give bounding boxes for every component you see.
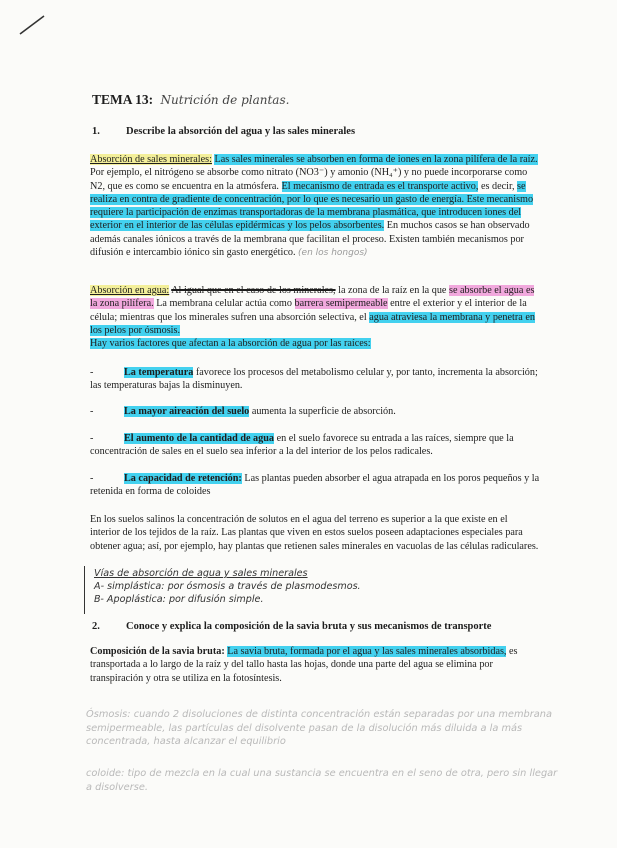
hand-note-2: A- simplástica: por ósmosis a través de plasmodesmos. [94, 581, 361, 592]
handwritten-title: Nutrición de plantas. [160, 93, 290, 107]
pen-stroke-mark [18, 12, 48, 36]
heading-savia-bruta: Composición de la savia bruta: [90, 646, 225, 657]
bullet-dash: - [90, 406, 94, 417]
bullet-retencion [90, 472, 545, 499]
bullet-dash: - [90, 473, 94, 484]
question-1-number: 1. [92, 126, 100, 137]
paragraph-agua [90, 284, 540, 350]
text-5: La membrana celular actúa como [153, 298, 295, 310]
text-7: es transportada a lo largo de la raíz y del tallo hasta las hojas, donde una parte del agua se elimina por transpiración y otra se utiliza en la fotosíntesis. [90, 646, 518, 684]
handwritten-bracket [84, 566, 91, 614]
paragraph-sales-minerales [90, 153, 540, 260]
bullet-1-text: favorece los procesos del metabolismo celular y, por tanto, incrementa la absorción; las temperaturas bajas la disminuyen. [90, 367, 538, 392]
question-2 [92, 621, 491, 632]
bullet-3-title: El aumento de la cantidad de agua [124, 433, 275, 444]
bullet-2-title: La mayor aireación del suelo [124, 406, 250, 417]
heading-absorcion-sales: Absorción de sales minerales: [90, 154, 212, 165]
question-1 [92, 126, 355, 137]
highlight-pink-2: barrera semipermeable [294, 298, 388, 310]
highlight-6: La savia bruta, formada por el agua y las sales minerales absorbidas, [227, 646, 507, 657]
paragraph-suelos-salinos [90, 513, 540, 553]
handwritten-annotation: (en los hongos) [298, 248, 368, 259]
paragraph-savia [90, 645, 540, 685]
bullet-2-text: aumenta la superficie de absorción. [249, 406, 396, 417]
faint-note-coloide: coloide: tipo de mezcla en la cual una sustancia se encuentra en el seno de otra, pero sin llegar a disolverse. [86, 768, 558, 793]
struck-text: Al igual que en el caso de los minerales, [171, 285, 336, 296]
bullet-4-title: La capacidad de retención: [124, 473, 242, 484]
text-6: entre el exterior y el interior de la célula; mientras que los minerales sufren una absorción selectiva, el [90, 298, 527, 323]
title-separator: : [148, 92, 154, 107]
highlight-4: agua atraviesa la membrana y penetra en los pelos por ósmosis. [90, 311, 535, 336]
title-label: TEMA 13 [92, 92, 149, 107]
bullet-3-text: en el suelo favorece su entrada a las raíces, siempre que la concentración de sales en el suelo sea inferior a la del interior de los pelos radicales. [90, 433, 514, 458]
highlight-1: Las sales minerales se absorben en forma de iones en la zona pilífera de la raíz. [214, 154, 538, 165]
bullet-4-text: Las plantas pueden absorber el agua atrapada en los poros pequeños y la retenida en forma de coloides [90, 473, 540, 498]
highlight-5: Hay varios factores que afectan a la absorción de agua por las raíces: [90, 338, 371, 350]
faint-handwritten-osmosis [86, 708, 566, 749]
bullet-cantidad-agua [90, 432, 545, 459]
text-3: En muchos casos se han observado además canales iónicos a través de la membrana que facilitan el proceso. Existen también mecanismos por difusión e intercambio iónico sin gasto energético. [90, 220, 530, 259]
text-1: Por ejemplo, el nitrógeno se absorbe como nitrato (NO3⁻) y amonio (NH₄⁺) y no puede incorporarse como N2, que es como se encuentra en la atmósfera. [90, 167, 528, 192]
suelos-salinos-text: En los suelos salinos la concentración de solutos en el agua del terreno es superior a la que existe en el interior de los tejidos de la raíz. Las plantas que viven en estos suelos poseen adaptaciones especiales para obtener agua; así, por ejemplo, hay plantas que retienen sales minerales en vacuolas de las células radiculares. [90, 514, 539, 552]
question-2-text: Conoce y explica la composición de la savia bruta y sus mecanismos de transporte [126, 621, 492, 632]
bullet-dash: - [90, 367, 94, 378]
bullet-dash: - [90, 433, 94, 444]
highlight-2: El mecanismo de entrada es el transporte activo, [281, 180, 479, 192]
question-1-text: Describe la absorción del agua y las sales minerales [126, 126, 356, 137]
text-4: la zona de la raíz en la que [335, 285, 449, 296]
hand-note-3: B- Apoplástica: por difusión simple. [94, 594, 264, 605]
bullet-aireacion [90, 405, 545, 418]
question-2-number: 2. [92, 621, 100, 632]
handwritten-notes [94, 567, 544, 606]
heading-absorcion-agua: Absorción en agua: [90, 285, 170, 296]
highlight-pink-1: se absorbe el agua es la zona pilífera. [90, 285, 535, 310]
hand-note-1: Vías de absorción de agua y sales minerales [94, 568, 308, 579]
page-title [92, 92, 289, 108]
highlight-3: se realiza en contra de gradiente de concentración, por lo que es necesario un gasto de energía. Este mecanismo requiere la participación de enzimas transportadoras de la membrana plasmática, que introducen iones del exterior en el interior de las células epidérmicas y los pelos absorbentes. [90, 180, 534, 232]
text-2: es decir, [478, 180, 518, 192]
bullet-1-title: La temperatura [124, 367, 194, 378]
faint-handwritten-coloide [86, 767, 566, 794]
bullet-temperatura [90, 366, 545, 393]
faint-note-osmosis: Ósmosis: cuando 2 disoluciones de distinta concentración están separadas por una membrana semipermeable, las partículas del disolvente pasan de la disolución más diluida a la más concentrada, hasta alcanzar el equilibrio [86, 709, 552, 747]
